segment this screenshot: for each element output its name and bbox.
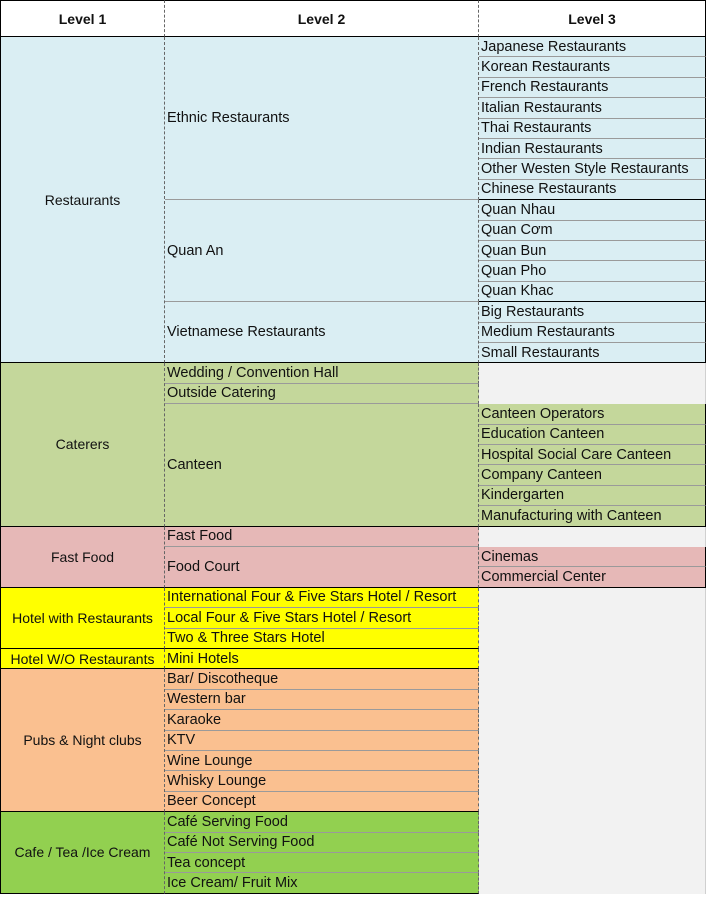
level3-cell-text: Indian Restaurants xyxy=(481,140,603,157)
level3-empty-cell xyxy=(479,771,706,791)
level3-cell-text: Thai Restaurants xyxy=(481,120,592,137)
level3-cell-text: Small Restaurants xyxy=(481,344,600,361)
level1-cell xyxy=(0,527,165,588)
level3-cell-text: Quan Pho xyxy=(481,263,547,280)
level2-cell-text: Tea concept xyxy=(167,854,246,871)
level2-cell xyxy=(165,669,479,689)
level3-cell xyxy=(479,221,706,241)
level2-cell xyxy=(165,649,479,669)
level2-cell-text: Vietnamese Restaurants xyxy=(167,324,326,341)
level3-cell-text: Hospital Social Care Canteen xyxy=(481,446,672,463)
level2-cell xyxy=(165,771,479,791)
level3-cell xyxy=(479,445,706,465)
level1-cell xyxy=(0,669,165,812)
level3-empty-cell xyxy=(479,812,706,832)
level2-cell-text: Karaoke xyxy=(167,711,222,728)
level3-cell-text: Big Restaurants xyxy=(481,303,585,320)
level2-cell-text: KTV xyxy=(167,732,196,749)
level2-cell xyxy=(165,853,479,873)
level2-cell xyxy=(165,384,479,404)
level2-cell xyxy=(165,731,479,751)
level1-cell-text: Fast Food xyxy=(50,548,115,565)
level3-cell xyxy=(479,323,706,343)
level2-cell-text: Western bar xyxy=(167,691,246,708)
level2-cell-text: Wine Lounge xyxy=(167,752,253,769)
level1-cell-text: Hotel W/O Restaurants xyxy=(10,650,155,667)
level3-cell xyxy=(479,159,706,179)
level3-empty-cell xyxy=(479,588,706,608)
level3-cell-text: Education Canteen xyxy=(481,426,605,443)
level3-cell xyxy=(479,98,706,118)
level2-cell xyxy=(165,200,479,302)
level2-cell-text: Local Four & Five Stars Hotel / Resort xyxy=(167,609,412,626)
level2-cell-text: Outside Catering xyxy=(167,385,276,402)
level2-cell xyxy=(165,751,479,771)
level3-cell xyxy=(479,343,706,363)
level2-cell-text: Ethnic Restaurants xyxy=(167,110,290,127)
level3-cell xyxy=(479,506,706,526)
level3-empty-cell xyxy=(479,384,706,404)
level2-cell-text: Wedding / Convention Hall xyxy=(167,365,339,382)
level3-cell xyxy=(479,37,706,57)
level2-cell xyxy=(165,588,479,608)
header-level-2-text: Level 2 xyxy=(297,10,346,27)
level3-cell xyxy=(479,567,706,587)
level3-cell xyxy=(479,425,706,445)
level2-cell-text: Café Not Serving Food xyxy=(167,834,315,851)
level1-cell-text: Restaurants xyxy=(44,191,121,208)
level1-cell xyxy=(0,649,165,669)
level2-cell xyxy=(165,547,479,588)
level2-cell xyxy=(165,527,479,547)
level3-cell xyxy=(479,241,706,261)
level3-cell xyxy=(479,404,706,424)
level2-cell-text: Café Serving Food xyxy=(167,813,288,830)
level3-cell-text: Manufacturing with Canteen xyxy=(481,507,662,524)
level2-cell xyxy=(165,873,479,893)
header-level-1 xyxy=(0,0,165,37)
level3-empty-cell xyxy=(479,629,706,649)
level3-cell-text: Quan Khac xyxy=(481,283,554,300)
level3-empty-cell xyxy=(479,669,706,689)
level2-cell xyxy=(165,833,479,853)
level2-cell-text: Bar/ Discotheque xyxy=(167,671,279,688)
level3-cell xyxy=(479,119,706,139)
level2-cell xyxy=(165,37,479,200)
level2-cell xyxy=(165,363,479,383)
level2-cell xyxy=(165,608,479,628)
level3-empty-cell xyxy=(479,649,706,669)
level3-cell-text: Company Canteen xyxy=(481,467,602,484)
level3-cell xyxy=(479,78,706,98)
header-level-3 xyxy=(479,0,706,37)
level2-cell-text: Food Court xyxy=(167,558,240,575)
header-level-3-text: Level 3 xyxy=(568,10,616,27)
level3-cell xyxy=(479,200,706,220)
level2-cell xyxy=(165,629,479,649)
level3-empty-cell xyxy=(479,833,706,853)
level3-cell xyxy=(479,486,706,506)
level2-cell-text: Ice Cream/ Fruit Mix xyxy=(167,875,298,892)
level3-cell-text: Cinemas xyxy=(481,548,539,565)
level3-cell-text: Quan Nhau xyxy=(481,201,556,218)
level3-cell-text: French Restaurants xyxy=(481,79,609,96)
level3-empty-cell xyxy=(479,710,706,730)
level3-cell xyxy=(479,139,706,159)
level3-empty-cell xyxy=(479,873,706,893)
level2-cell-text: Whisky Lounge xyxy=(167,773,267,790)
level1-cell-text: Hotel with Restaurants xyxy=(12,609,153,626)
level3-cell xyxy=(479,465,706,485)
level3-cell xyxy=(479,261,706,281)
level3-empty-cell xyxy=(479,792,706,812)
level2-cell xyxy=(165,690,479,710)
header-level-1-text: Level 1 xyxy=(58,10,107,27)
level2-cell-text: Mini Hotels xyxy=(167,650,239,667)
level2-cell-text: Canteen xyxy=(167,456,222,473)
level1-cell-text: Caterers xyxy=(55,436,110,453)
level3-empty-cell xyxy=(479,608,706,628)
level1-cell xyxy=(0,37,165,363)
level3-cell xyxy=(479,180,706,200)
header-level-2 xyxy=(165,0,479,37)
level3-cell-text: Korean Restaurants xyxy=(481,59,610,76)
level2-cell-text: Fast Food xyxy=(167,528,233,545)
level2-cell xyxy=(165,302,479,363)
level2-cell-text: International Four & Five Stars Hotel / Resort xyxy=(167,589,457,606)
level3-empty-cell xyxy=(479,527,706,547)
level2-cell xyxy=(165,812,479,832)
level3-cell-text: Italian Restaurants xyxy=(481,99,602,116)
level3-cell-text: Quan Cơm xyxy=(481,222,553,239)
level3-empty-cell xyxy=(479,690,706,710)
level1-cell-text: Cafe / Tea /Ice Cream xyxy=(14,844,151,861)
level3-cell-text: Chinese Restaurants xyxy=(481,181,617,198)
level3-cell-text: Quan Bun xyxy=(481,242,547,259)
level3-cell xyxy=(479,57,706,77)
level3-cell-text: Canteen Operators xyxy=(481,405,605,422)
level3-cell-text: Japanese Restaurants xyxy=(481,38,627,55)
level2-cell xyxy=(165,710,479,730)
level1-cell xyxy=(0,363,165,526)
level3-empty-cell xyxy=(479,731,706,751)
level3-empty-cell xyxy=(479,751,706,771)
level3-cell xyxy=(479,302,706,322)
level2-cell-text: Two & Three Stars Hotel xyxy=(167,630,325,647)
level1-cell-text: Pubs & Night clubs xyxy=(23,732,142,749)
level2-cell-text: Beer Concept xyxy=(167,793,256,810)
level3-cell xyxy=(479,282,706,302)
level3-cell xyxy=(479,547,706,567)
level1-cell xyxy=(0,812,165,894)
level3-cell-text: Commercial Center xyxy=(481,569,606,586)
level2-cell-text: Quan An xyxy=(167,242,224,259)
level3-cell-text: Kindergarten xyxy=(481,487,565,504)
level2-cell xyxy=(165,792,479,812)
level3-cell-text: Other Westen Style Restaurants xyxy=(481,161,689,178)
level3-empty-cell xyxy=(479,853,706,873)
level3-cell-text: Medium Restaurants xyxy=(481,324,615,341)
level3-empty-cell xyxy=(479,363,706,383)
level2-cell xyxy=(165,404,479,526)
level1-cell xyxy=(0,588,165,649)
